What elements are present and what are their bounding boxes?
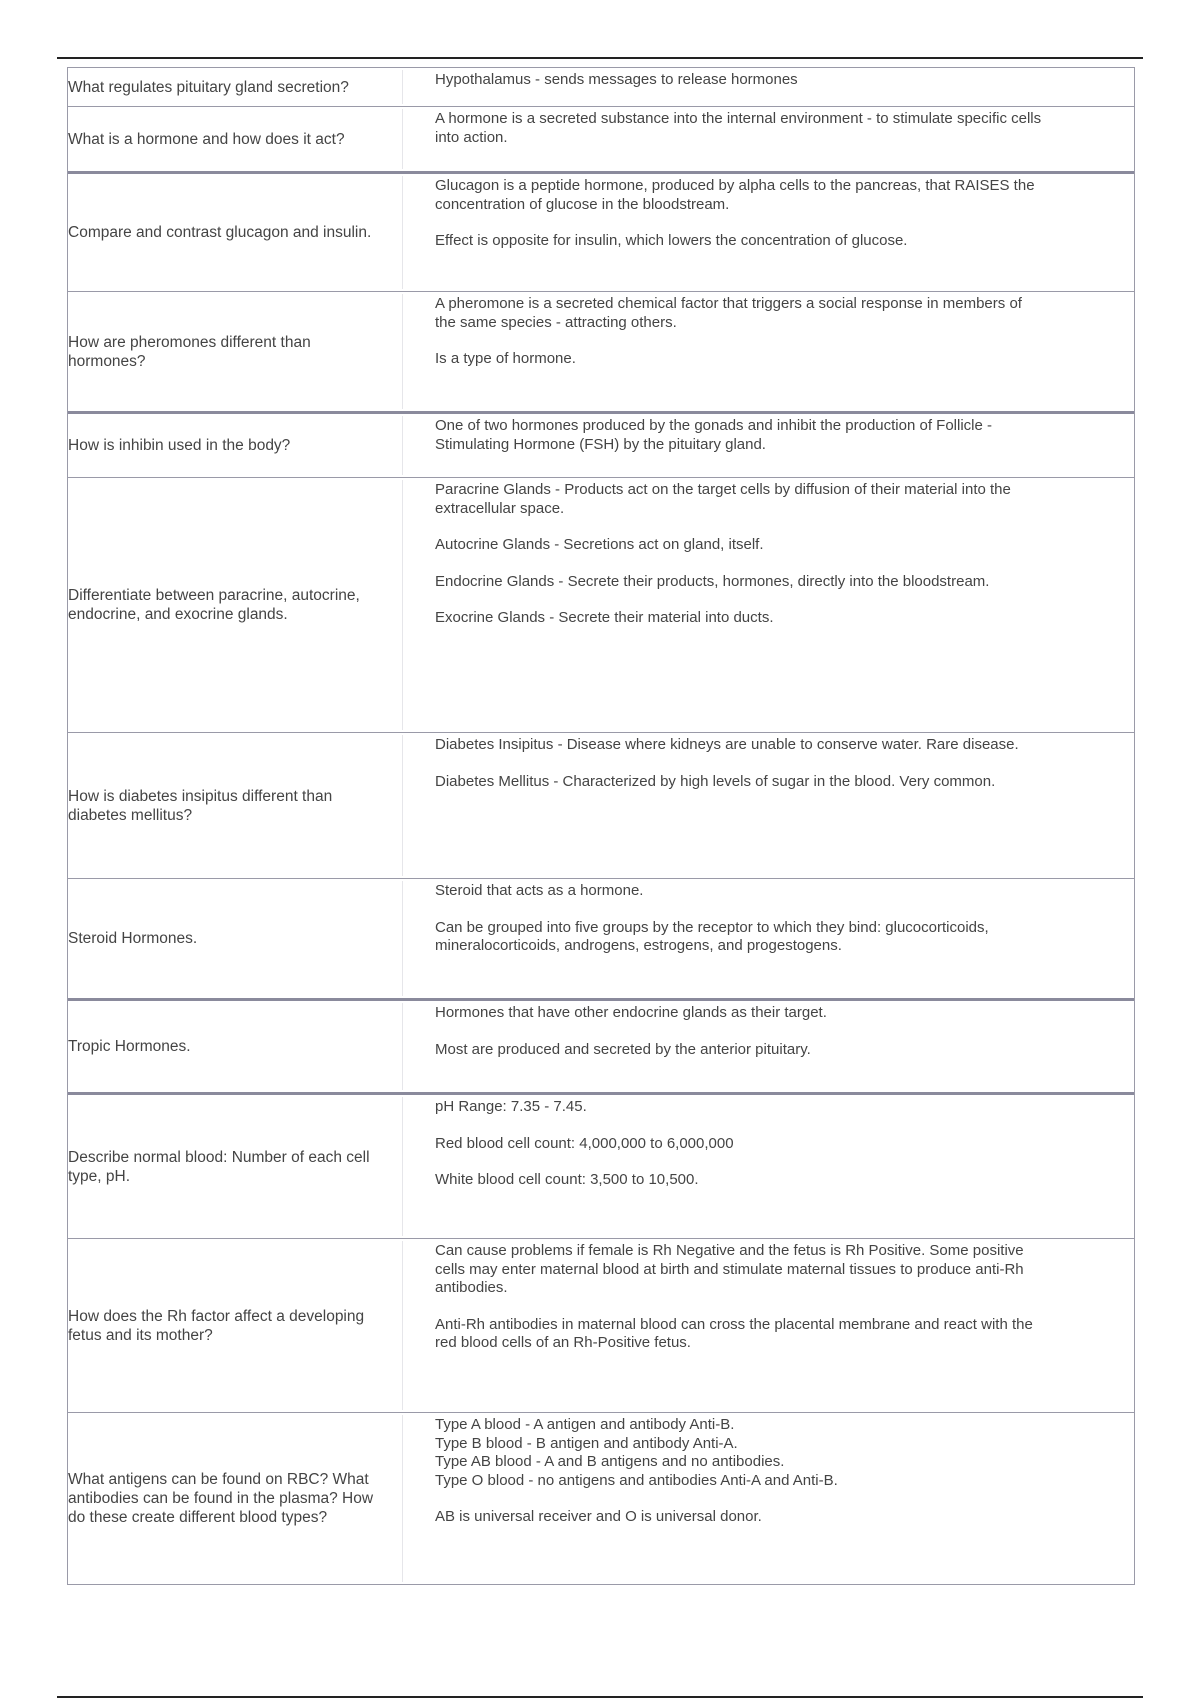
table-row bbox=[68, 68, 1134, 106]
question-cell: How are pheromones different than hormones? bbox=[68, 333, 311, 370]
answer-text: Type O blood - no antigens and antibodies Anti-A and Anti-B. bbox=[435, 1471, 838, 1489]
table-row bbox=[68, 998, 1134, 1092]
answer-text: Glucagon is a peptide hormone, produced by alpha cells to the pancreas, that RAISES the concentration of glucose in the bloodstream. bbox=[435, 177, 1035, 213]
question-cell: Steroid Hormones. bbox=[68, 930, 198, 947]
table-row bbox=[68, 171, 1134, 291]
answer-text: Hypothalamus - sends messages to release hormones bbox=[435, 71, 798, 88]
answer-cell bbox=[435, 110, 1044, 147]
answer-text: Paracrine Glands - Products act on the target cells by diffusion of their material into the extracellular space. bbox=[435, 481, 1011, 517]
answer-text: AB is universal receiver and O is universal donor. bbox=[435, 1508, 762, 1525]
answer-cell bbox=[435, 417, 1044, 454]
answer-text: Anti-Rh antibodies in maternal blood can cross the placental membrane and react with the red blood cells of an Rh-Positive fetus. bbox=[435, 1315, 1033, 1351]
answer-text: Endocrine Glands - Secrete their products, hormones, directly into the bloodstream. bbox=[435, 572, 990, 590]
question-cell: How does the Rh factor affect a developing fetus and its mother? bbox=[68, 1307, 365, 1344]
table-row bbox=[68, 106, 1134, 171]
answer-cell bbox=[435, 481, 1044, 628]
answer-text: Type B blood - B antigen and antibody Anti-A. bbox=[435, 1434, 738, 1452]
question-cell: How is diabetes insipitus different than diabetes mellitus? bbox=[68, 787, 333, 824]
table-row bbox=[68, 1092, 1134, 1238]
answer-text: White blood cell count: 3,500 to 10,500. bbox=[435, 1171, 699, 1188]
table-row bbox=[68, 477, 1134, 732]
answer-text: Diabetes Insipitus - Disease where kidneys are unable to conserve water. Rare disease. bbox=[435, 736, 1019, 753]
answer-text: Type A blood - A antigen and antibody Anti-B. bbox=[435, 1416, 735, 1433]
answer-cell bbox=[435, 1004, 1044, 1059]
answer-text: Effect is opposite for insulin, which lowers the concentration of glucose. bbox=[435, 232, 908, 249]
table-row bbox=[68, 291, 1134, 411]
answer-text: Hormones that have other endocrine glands as their target. bbox=[435, 1004, 827, 1021]
answer-cell bbox=[435, 295, 1044, 369]
answer-text: A hormone is a secreted substance into the internal environment - to stimulate specific cells into action. bbox=[435, 110, 1042, 146]
answer-text: Steroid that acts as a hormone. bbox=[435, 882, 644, 899]
answer-text: Red blood cell count: 4,000,000 to 6,000,000 bbox=[435, 1134, 734, 1152]
question-cell: Differentiate between paracrine, autocrine, endocrine, and exocrine glands. bbox=[68, 587, 360, 623]
answer-text: One of two hormones produced by the gonads and inhibit the production of Follicle - Stimulating Hormone (FSH) by the pituitary gland. bbox=[435, 417, 993, 453]
answer-cell bbox=[435, 71, 1044, 90]
question-cell: What is a hormone and how does it act? bbox=[68, 130, 345, 148]
answer-text: Can cause problems if female is Rh Negative and the fetus is Rh Positive. Some positive cells may enter maternal blood at birth and stimulate maternal tissues to produce anti-Rh antibodies. bbox=[435, 1242, 1024, 1296]
table-row bbox=[68, 1238, 1134, 1412]
answer-cell bbox=[435, 177, 1044, 251]
answer-text: A pheromone is a secreted chemical factor that triggers a social response in members of the same species - attracting others. bbox=[435, 295, 1022, 331]
table-row bbox=[68, 1412, 1134, 1584]
answer-text: Can be grouped into five groups by the receptor to which they bind: glucocorticoids, mineralocorticoids, androgens, estrogens, and progestogens. bbox=[435, 918, 989, 954]
answer-text: Diabetes Mellitus - Characterized by high levels of sugar in the blood. Very common. bbox=[435, 772, 996, 790]
answer-cell bbox=[435, 1098, 1044, 1190]
flashcard-table bbox=[67, 67, 1135, 1585]
answer-text: pH Range: 7.35 - 7.45. bbox=[435, 1098, 587, 1115]
table-row bbox=[68, 411, 1134, 477]
table-row bbox=[68, 732, 1134, 878]
answer-cell bbox=[435, 882, 1044, 956]
answer-text: Type AB blood - A and B antigens and no antibodies. bbox=[435, 1453, 785, 1470]
question-cell: What regulates pituitary gland secretion? bbox=[68, 78, 349, 96]
bottom-rule bbox=[57, 1696, 1143, 1698]
top-rule bbox=[57, 57, 1143, 59]
question-cell: Compare and contrast glucagon and insulin. bbox=[68, 224, 372, 241]
answer-text: Most are produced and secreted by the anterior pituitary. bbox=[435, 1040, 811, 1058]
question-cell: What antigens can be found on RBC? What antibodies can be found in the plasma? How do these create different blood types? bbox=[68, 1471, 374, 1526]
table-row bbox=[68, 878, 1134, 998]
question-cell: Tropic Hormones. bbox=[68, 1038, 191, 1055]
question-cell: How is inhibin used in the body? bbox=[68, 437, 291, 454]
answer-cell bbox=[435, 736, 1044, 791]
answer-text: Exocrine Glands - Secrete their material into ducts. bbox=[435, 609, 774, 626]
question-cell: Describe normal blood: Number of each cell type, pH. bbox=[68, 1148, 370, 1185]
answer-cell bbox=[435, 1416, 1044, 1527]
answer-text: Is a type of hormone. bbox=[435, 350, 576, 367]
answer-text: Autocrine Glands - Secretions act on gland, itself. bbox=[435, 536, 764, 553]
answer-cell bbox=[435, 1242, 1044, 1353]
